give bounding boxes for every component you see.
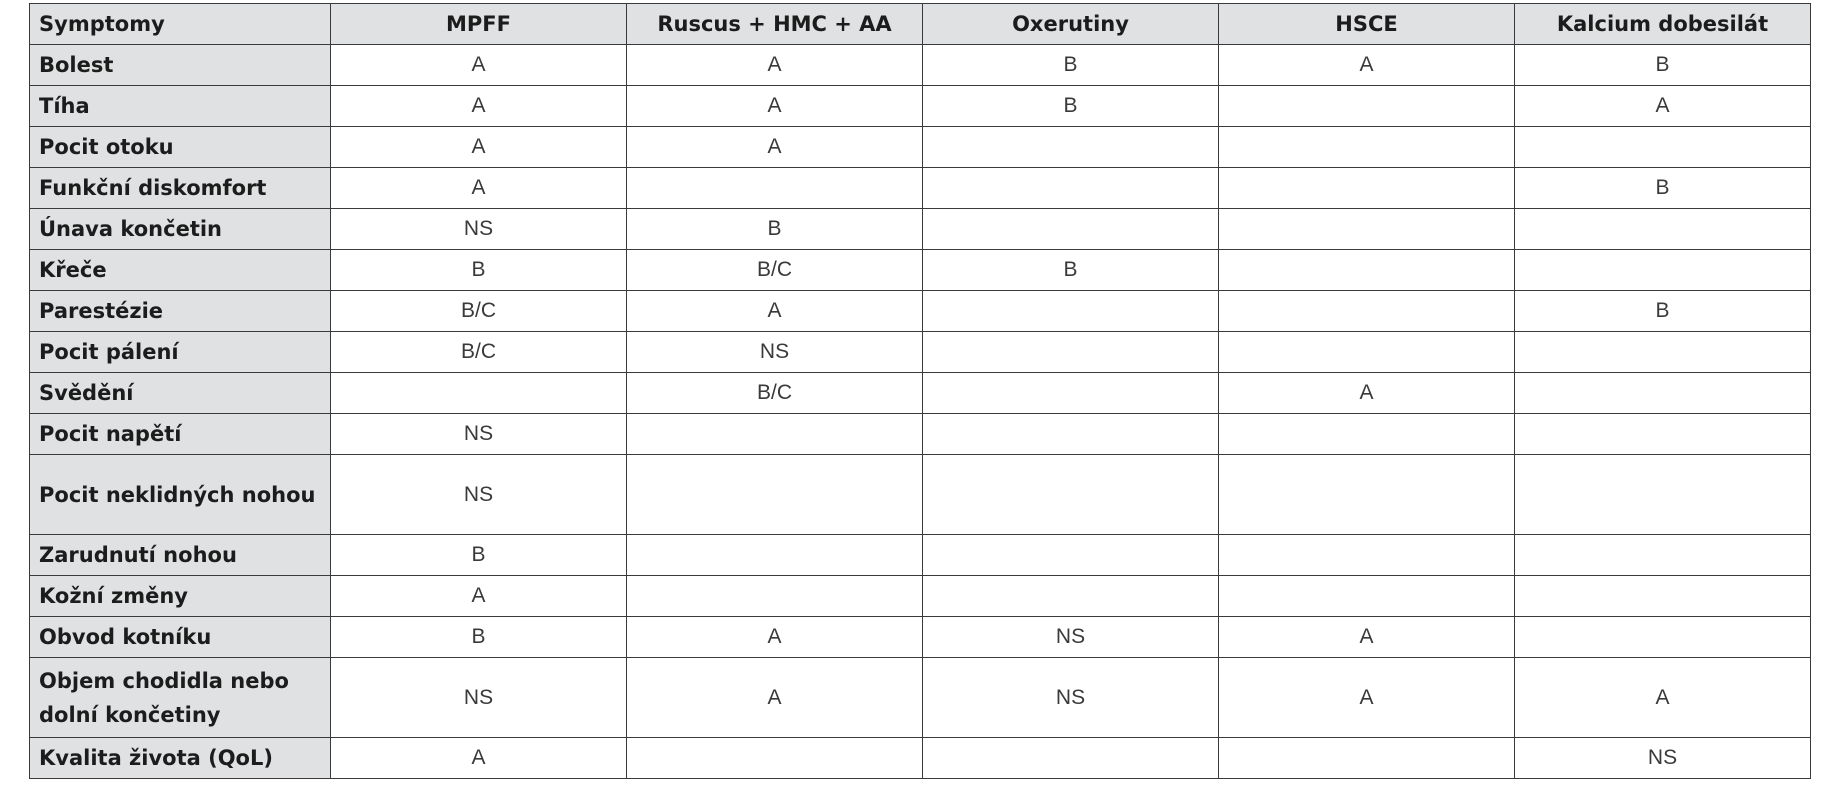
- table-cell: A: [1219, 617, 1515, 658]
- table-row: [30, 291, 1811, 332]
- row-label: Únava končetin: [30, 209, 331, 250]
- table-cell: [923, 414, 1219, 455]
- row-label: Bolest: [30, 45, 331, 86]
- table-cell: B: [331, 250, 627, 291]
- table-cell: [923, 127, 1219, 168]
- table-cell: [923, 455, 1219, 535]
- table-cell: NS: [331, 209, 627, 250]
- table-cell: [923, 332, 1219, 373]
- table-cell: A: [627, 617, 923, 658]
- row-label: Křeče: [30, 250, 331, 291]
- table-row: [30, 168, 1811, 209]
- table-cell: [1219, 86, 1515, 127]
- table-cell: [1219, 455, 1515, 535]
- table-cell: B: [1515, 168, 1811, 209]
- row-label: Pocit napětí: [30, 414, 331, 455]
- table-cell: NS: [1515, 738, 1811, 779]
- table-cell: A: [627, 291, 923, 332]
- table-cell: B/C: [627, 250, 923, 291]
- table-cell: B: [1515, 45, 1811, 86]
- table-row: [30, 250, 1811, 291]
- table-cell: [1515, 127, 1811, 168]
- table-cell: [1219, 168, 1515, 209]
- row-label: Pocit otoku: [30, 127, 331, 168]
- table-cell: A: [1515, 86, 1811, 127]
- table-cell: [1515, 576, 1811, 617]
- table-cell: B: [923, 45, 1219, 86]
- row-label: Tíha: [30, 86, 331, 127]
- table-cell: [1219, 414, 1515, 455]
- table-cell: A: [1219, 658, 1515, 738]
- header-oxerutiny: Oxerutiny: [923, 4, 1219, 45]
- table-row: [30, 414, 1811, 455]
- table-cell: [1219, 127, 1515, 168]
- table-cell: [923, 576, 1219, 617]
- table-cell: B: [331, 617, 627, 658]
- table-cell: [627, 535, 923, 576]
- table-cell: [1515, 373, 1811, 414]
- table-cell: [1219, 291, 1515, 332]
- table-cell: NS: [331, 658, 627, 738]
- table-cell: [923, 168, 1219, 209]
- table-cell: A: [1219, 373, 1515, 414]
- table-row: [30, 617, 1811, 658]
- table-cell: [1219, 332, 1515, 373]
- table-cell: [627, 455, 923, 535]
- table-cell: [1515, 455, 1811, 535]
- table-row: [30, 86, 1811, 127]
- table-cell: [1219, 535, 1515, 576]
- table-cell: [1219, 250, 1515, 291]
- table-cell: B: [923, 86, 1219, 127]
- row-label: Kvalita života (QoL): [30, 738, 331, 779]
- table-cell: A: [627, 45, 923, 86]
- header-mpff: MPFF: [331, 4, 627, 45]
- row-label: Kožní změny: [30, 576, 331, 617]
- table-cell: [627, 738, 923, 779]
- row-label: Parestézie: [30, 291, 331, 332]
- row-label: Zarudnutí nohou: [30, 535, 331, 576]
- table-cell: [1515, 250, 1811, 291]
- table-row: [30, 127, 1811, 168]
- table-cell: [627, 414, 923, 455]
- table-cell: A: [1219, 45, 1515, 86]
- table-cell: A: [331, 86, 627, 127]
- table-row: [30, 373, 1811, 414]
- table-row: [30, 332, 1811, 373]
- table-cell: [1515, 209, 1811, 250]
- table-cell: [923, 738, 1219, 779]
- table-cell: [923, 373, 1219, 414]
- table-row: [30, 576, 1811, 617]
- row-label: Pocit neklidných nohou: [30, 455, 331, 535]
- table-cell: B/C: [331, 291, 627, 332]
- symptom-table-container: [29, 3, 1810, 779]
- table-cell: B: [923, 250, 1219, 291]
- table-cell: NS: [331, 414, 627, 455]
- table-header-row: [30, 4, 1811, 45]
- table-cell: [1515, 617, 1811, 658]
- table-cell: [1219, 738, 1515, 779]
- header-ruscus: Ruscus + HMC + AA: [627, 4, 923, 45]
- table-cell: NS: [923, 658, 1219, 738]
- table-cell: [923, 291, 1219, 332]
- table-cell: NS: [627, 332, 923, 373]
- table-cell: [627, 168, 923, 209]
- table-cell: [627, 576, 923, 617]
- table-cell: [1219, 209, 1515, 250]
- table-cell: NS: [923, 617, 1219, 658]
- table-cell: B/C: [331, 332, 627, 373]
- row-label: Objem chodidla nebo dolní končetiny: [30, 658, 331, 738]
- table-row: [30, 455, 1811, 535]
- table-cell: B/C: [627, 373, 923, 414]
- table-cell: A: [331, 576, 627, 617]
- table-cell: A: [331, 127, 627, 168]
- table-cell: A: [331, 168, 627, 209]
- symptom-evidence-table: [29, 3, 1811, 779]
- header-symptomy: Symptomy: [30, 4, 331, 45]
- table-cell: A: [627, 86, 923, 127]
- table-cell: NS: [331, 455, 627, 535]
- table-cell: [923, 209, 1219, 250]
- row-label: Pocit pálení: [30, 332, 331, 373]
- table-cell: A: [1515, 658, 1811, 738]
- table-row: [30, 209, 1811, 250]
- table-cell: B: [331, 535, 627, 576]
- table-row: [30, 658, 1811, 738]
- table-cell: [331, 373, 627, 414]
- row-label: Funkční diskomfort: [30, 168, 331, 209]
- table-row: [30, 535, 1811, 576]
- table-cell: A: [627, 658, 923, 738]
- row-label: Obvod kotníku: [30, 617, 331, 658]
- header-kalcium-dobesilat: Kalcium dobesilát: [1515, 4, 1811, 45]
- table-cell: [923, 535, 1219, 576]
- table-cell: [1515, 414, 1811, 455]
- table-row: [30, 738, 1811, 779]
- table-row: [30, 45, 1811, 86]
- table-cell: A: [627, 127, 923, 168]
- row-label: Svědění: [30, 373, 331, 414]
- table-cell: B: [1515, 291, 1811, 332]
- table-cell: [1515, 332, 1811, 373]
- header-hsce: HSCE: [1219, 4, 1515, 45]
- table-cell: B: [627, 209, 923, 250]
- table-cell: A: [331, 45, 627, 86]
- table-cell: [1219, 576, 1515, 617]
- table-cell: A: [331, 738, 627, 779]
- table-cell: [1515, 535, 1811, 576]
